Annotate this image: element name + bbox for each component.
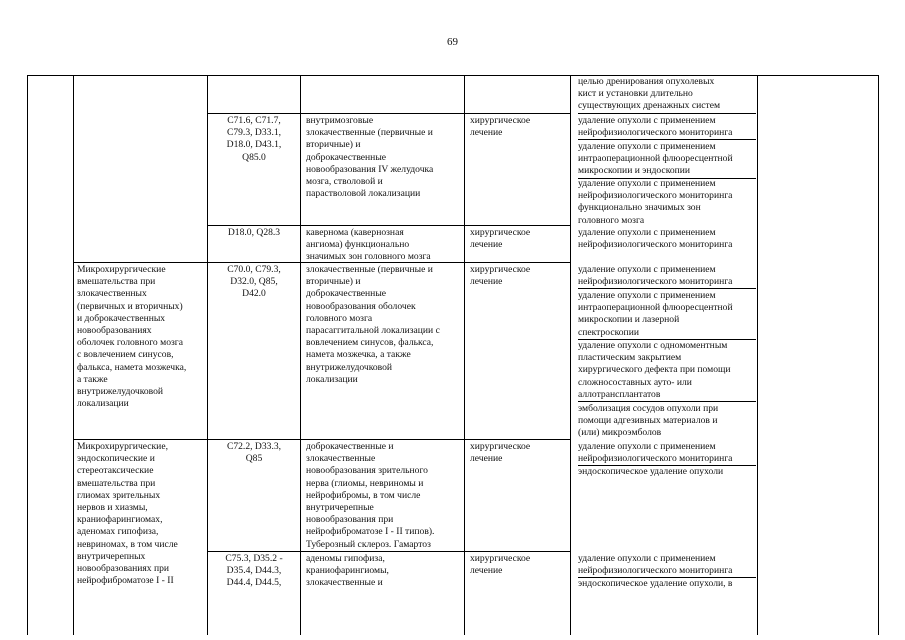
- row-rule: [207, 113, 570, 114]
- method-cell: Микрохирургические вмешательства при злокачественных (первичных и вторичных) и доброкачественных новообразованиях оболочек головного мозга с вовлечением синусов, фалькса, намета мозжечка, а также внутрижелудочковой локализации: [77, 264, 187, 410]
- patient-model-cell: доброкачественные и злокачественные новообразования зрительного нерва (глиомы, невриномы и нейрофибромы, в том числе внутричерепные новообразования при нейрофиброматозе I - II типов). Туберозный склероз. Гамартоз: [306, 441, 435, 550]
- treatment-cell: удаление опухоли с применением нейрофизиологического мониторинга: [578, 115, 756, 140]
- treatment-type-cell: хирургическое лечение: [470, 264, 531, 288]
- row-rule: [73, 439, 570, 440]
- icd-codes-cell: C75.3, D35.2 - D35.4, D44.3, D44.4, D44.5,: [225, 553, 283, 589]
- icd-codes-cell: C72.2, D33.3, Q85: [226, 441, 282, 465]
- treatment-type-cell: хирургическое лечение: [470, 115, 531, 139]
- page-number: 69: [447, 36, 458, 48]
- icd-codes-cell: D18.0, Q28.3: [227, 227, 281, 238]
- treatment-cell: удаление опухоли с применением нейрофизиологического мониторинга: [578, 227, 733, 251]
- treatment-cell: удаление опухоли с применением нейрофизиологического мониторинга: [578, 264, 756, 289]
- column-rule: [73, 75, 74, 635]
- method-cell: Микрохирургические, эндоскопические и стереотаксические вмешательства при глиомах зрительных нервов и хиазмы, краниофарингиомах, аденомах гипофиза, невриномах, в том числе внутричерепных новообразованиях при нейрофиброматозе I - II: [77, 441, 178, 587]
- treatment-cell: эндоскопическое удаление опухоли, в: [578, 578, 733, 589]
- treatment-cell: эндоскопическое удаление опухоли: [578, 466, 724, 477]
- patient-model-cell: кавернома (кавернозная ангиома) функционально значимых зон головного мозга: [306, 227, 431, 263]
- row-rule: [207, 225, 570, 226]
- treatment-type-cell: хирургическое лечение: [470, 441, 531, 465]
- column-rule: [757, 75, 758, 635]
- patient-model-cell: аденомы гипофиза, краниофарингиомы, злокачественные и: [306, 553, 389, 589]
- patient-model-cell: внутримозговые злокачественные (первичные и вторичные) и доброкачественные новообразования IV желудочка мозга, стволовой и парастволовой локализации: [306, 115, 434, 200]
- treatment-cell: удаление опухоли с применением интраоперационной флюоресцентной микроскопии и лазерной спектроскопии: [578, 290, 756, 340]
- column-rule: [570, 75, 571, 635]
- treatment-cell: удаление опухоли с применением интраоперационной флюоресцентной микроскопии и эндоскопии: [578, 141, 756, 179]
- icd-codes-cell: C70.0, C79.3, D32.0, Q85, D42.0: [227, 264, 281, 300]
- treatment-cell: удаление опухоли с применением нейрофизиологического мониторинга функционально значимых зон головного мозга: [578, 178, 733, 226]
- treatment-cell: удаление опухоли с одномоментным пластическим закрытием хирургического дефекта при помощи сложносоставных ауто- или аллотрансплантатов: [578, 340, 756, 402]
- treatment-cell: удаление опухоли с применением нейрофизиологического мониторинга: [578, 441, 756, 466]
- treatment-type-cell: хирургическое лечение: [470, 553, 531, 577]
- treatment-cell: эмболизация сосудов опухоли при помощи адгезивных материалов и (или) микроэмболов: [578, 403, 719, 439]
- row-rule: [207, 551, 570, 552]
- treatment-type-cell: хирургическое лечение: [470, 227, 531, 251]
- treatment-cell: целью дренирования опухолевых кист и установки длительно существующих дренажных систем: [578, 76, 756, 114]
- patient-model-cell: злокачественные (первичные и вторичные) и доброкачественные новообразования оболочек головного мозга парасаггитальной локализации с вовлечением синусов, фалькса, намета мозжечка, а также внутрижелудочковой локализации: [306, 264, 440, 385]
- icd-codes-cell: C71.6, C71.7, C79.3, D33.1, D18.0, D43.1, Q85.0: [226, 115, 282, 163]
- treatment-cell: удаление опухоли с применением нейрофизиологического мониторинга: [578, 553, 756, 578]
